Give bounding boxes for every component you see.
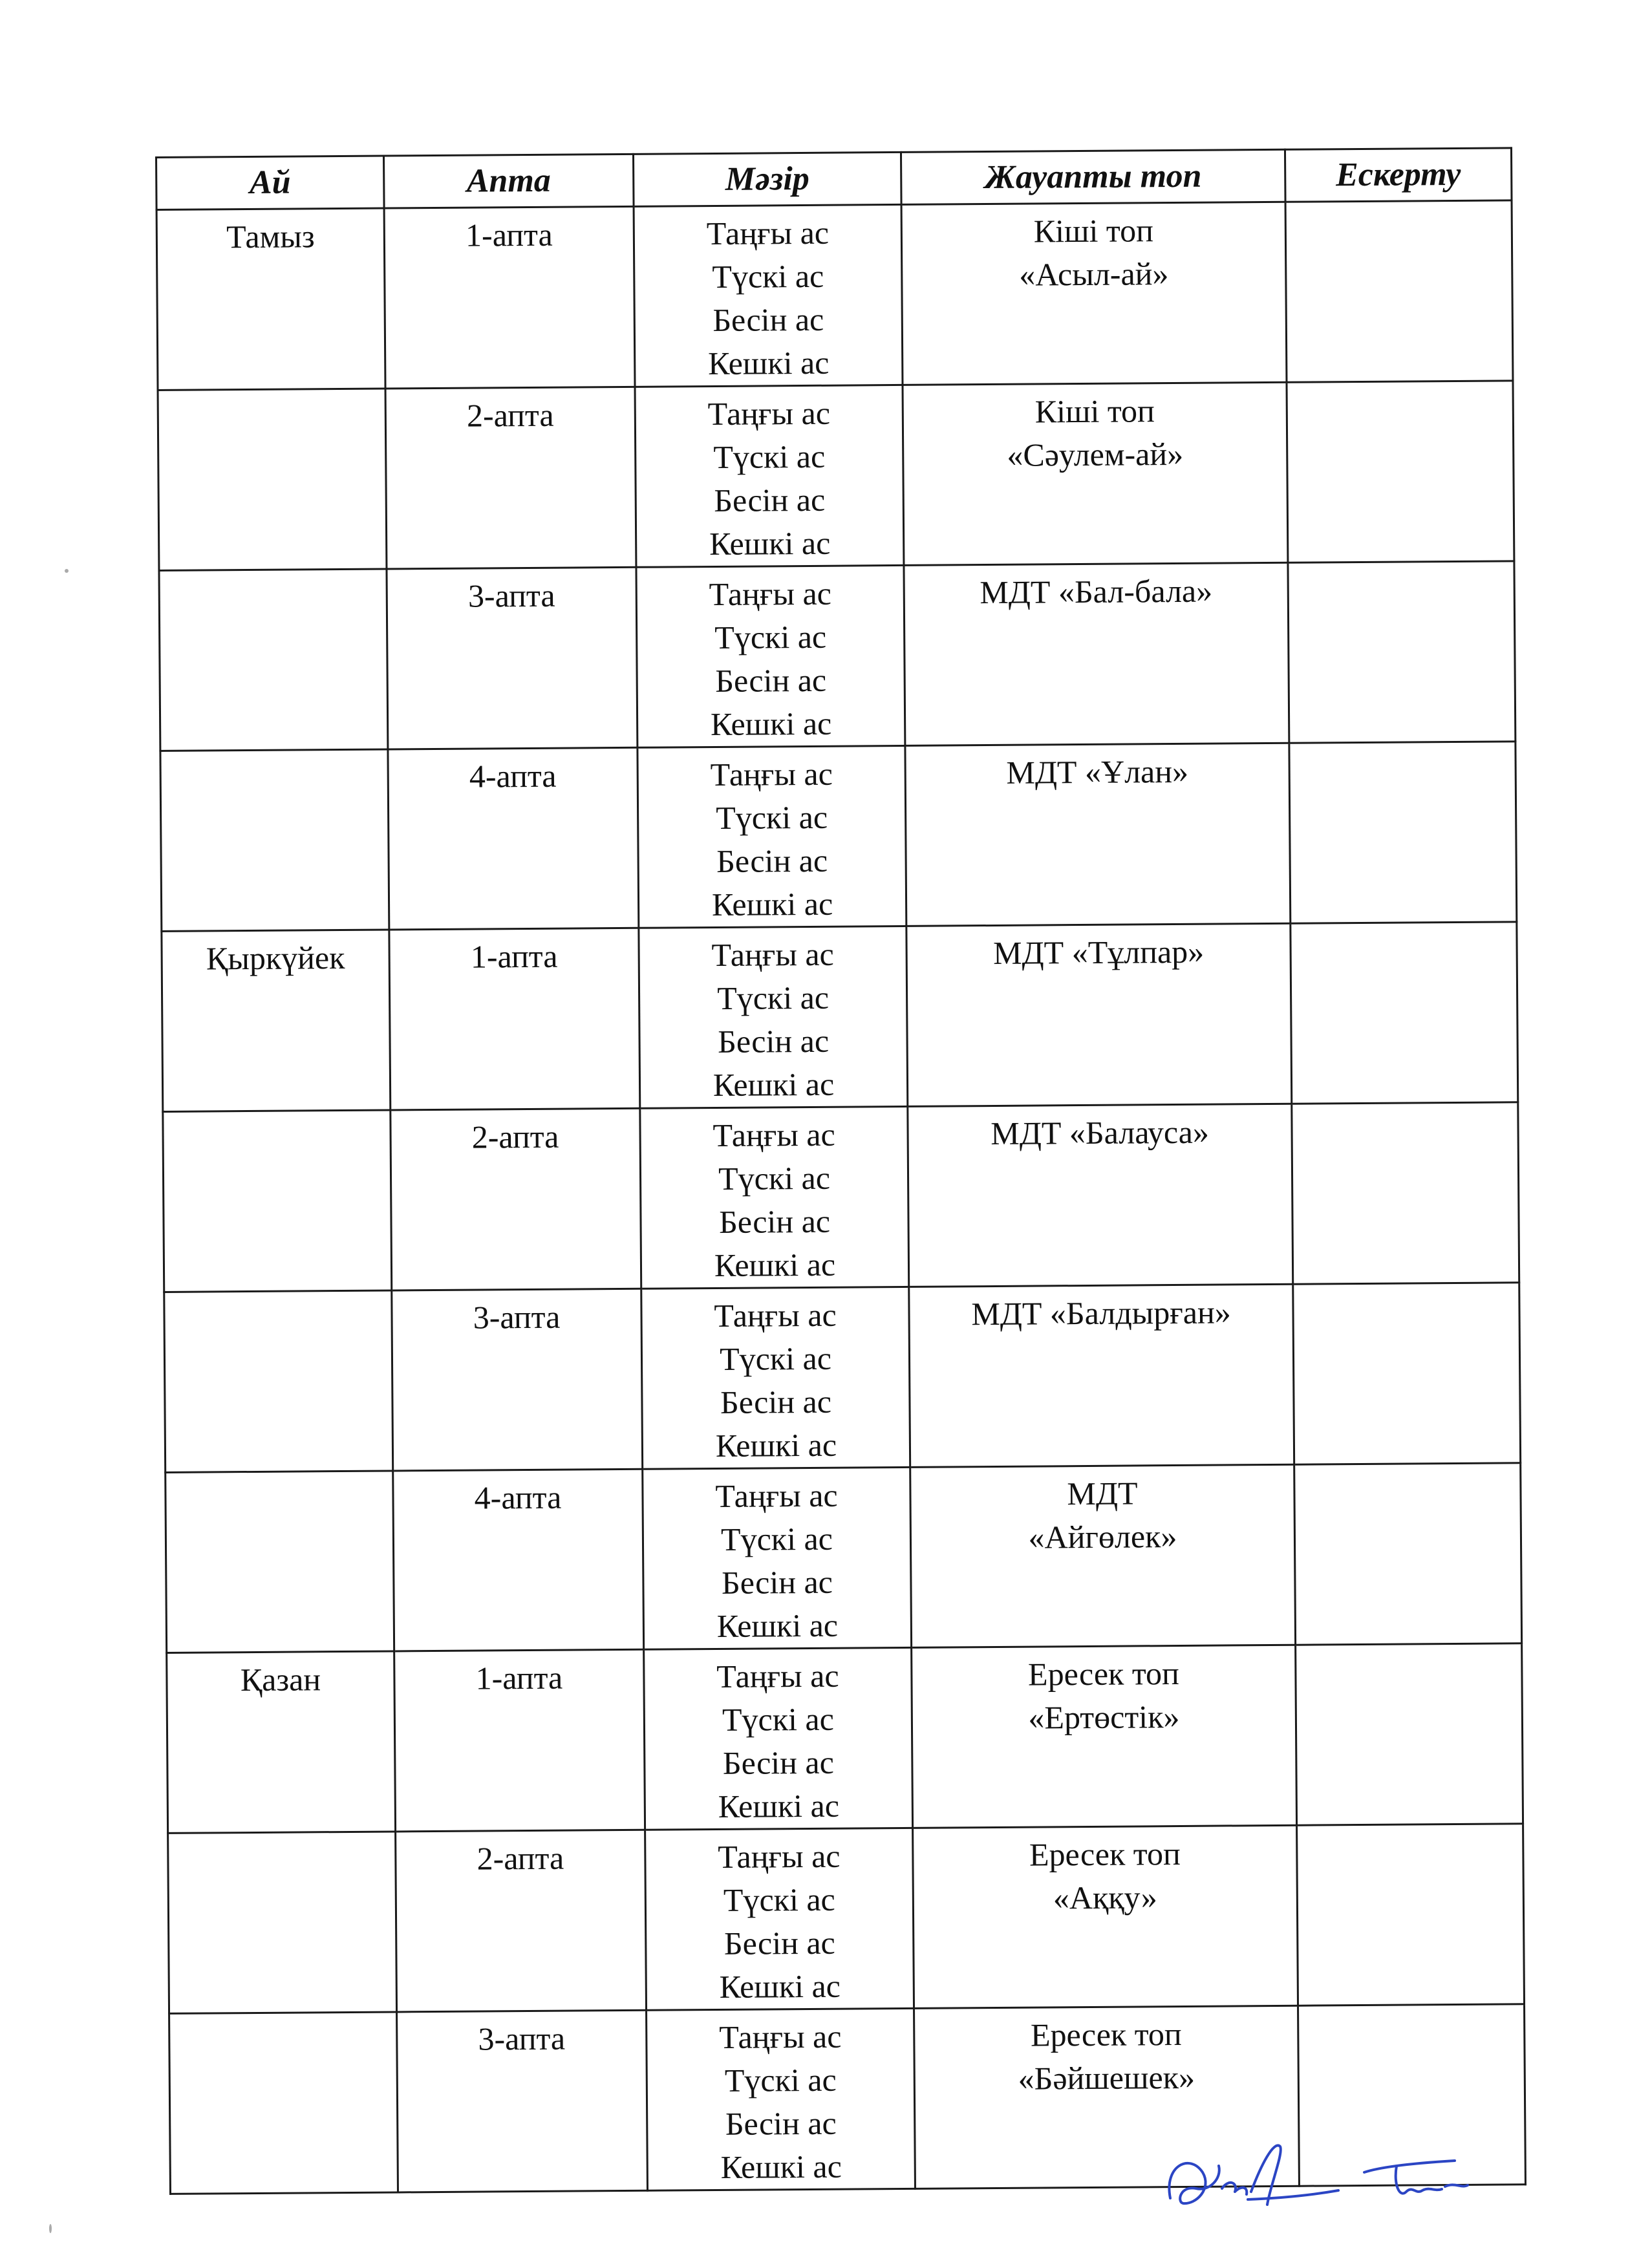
menu-item: Түскі ас — [724, 2061, 837, 2099]
menu-item: Бесін ас — [717, 1022, 830, 1060]
menu-item: Кешкі ас — [709, 524, 831, 562]
menu-item: Түскі ас — [723, 1881, 835, 1918]
group-name-line: МДТ «Тұлпар» — [992, 933, 1205, 971]
menu-item: Бесін ас — [716, 842, 828, 879]
cell-month — [160, 749, 389, 931]
cell-week: 3-апта — [387, 567, 638, 749]
header-responsible-group: Жауапты топ — [901, 149, 1285, 204]
cell-note — [1285, 200, 1513, 382]
cell-responsible-group — [901, 202, 1287, 385]
table-header-row — [156, 148, 1512, 210]
group-name-line: МДТ «Балауса» — [991, 1113, 1210, 1152]
menu-item: Таңғы ас — [709, 575, 832, 613]
menu-item: Түскі ас — [718, 1159, 831, 1197]
cell-responsible-group — [912, 1645, 1297, 1828]
cell-note — [1287, 381, 1514, 562]
menu-item: Таңғы ас — [719, 2018, 842, 2055]
cell-week: 2-апта — [385, 387, 636, 569]
scan-speck — [49, 2224, 52, 2233]
menu-item: Кешкі ас — [719, 1967, 841, 2005]
cell-month — [163, 1110, 392, 1292]
cell-note — [1293, 1283, 1521, 1464]
group-name-line: «Асыл-ай» — [1019, 255, 1169, 293]
menu-item: Кешкі ас — [718, 1787, 840, 1824]
menu-item: Түскі ас — [717, 979, 830, 1016]
group-name-line: МДТ «Бал-бала» — [980, 572, 1213, 611]
cell-menu — [638, 745, 906, 928]
cell-week: 1-апта — [384, 206, 635, 389]
group-name-line: «Аққу» — [1053, 1879, 1157, 1916]
table-row — [156, 200, 1513, 390]
cell-menu — [639, 926, 908, 1108]
header-menu: Мәзір — [633, 152, 901, 206]
menu-item: Түскі ас — [720, 1520, 833, 1557]
menu-item: Таңғы ас — [718, 1837, 841, 1875]
group-name-line: «Сәулем-ай» — [1007, 435, 1184, 473]
group-name-line: «Ертөстік» — [1028, 1698, 1180, 1736]
menu-item: Бесін ас — [723, 1924, 835, 1962]
cell-menu — [643, 1467, 912, 1649]
menu-item: Бесін ас — [718, 1203, 831, 1240]
group-name-line: Ересек топ — [1029, 1835, 1181, 1873]
table-row — [163, 1102, 1519, 1292]
menu-item: Бесін ас — [720, 1383, 832, 1420]
cell-responsible-group — [905, 743, 1291, 926]
menu-item: Бесін ас — [722, 1744, 834, 1781]
cell-note — [1297, 1824, 1525, 2006]
menu-schedule-table — [155, 147, 1527, 2195]
cell-responsible-group — [906, 923, 1292, 1106]
cell-note — [1291, 922, 1518, 1104]
cell-month — [158, 389, 387, 570]
header-month: Ай — [156, 156, 385, 209]
table-row — [159, 561, 1516, 751]
group-name-line: Ересек топ — [1030, 2015, 1182, 2053]
table-row — [167, 1643, 1523, 1834]
cell-responsible-group — [904, 562, 1289, 745]
menu-item: Кешкі ас — [711, 885, 833, 923]
cell-month — [159, 569, 388, 751]
menu-item: Таңғы ас — [707, 394, 831, 433]
menu-item: Таңғы ас — [712, 1116, 835, 1154]
menu-item: Кешкі ас — [715, 1426, 837, 1464]
cell-month — [169, 2012, 398, 2194]
cell-week: 4-апта — [393, 1469, 644, 1651]
cell-month: Қазан — [167, 1651, 396, 1833]
table-row — [160, 742, 1517, 932]
scan-speck — [65, 569, 69, 573]
cell-week: 2-апта — [391, 1108, 641, 1290]
menu-item: Кешкі ас — [720, 2148, 842, 2185]
cell-week: 1-апта — [389, 928, 640, 1110]
header-week: Апта — [384, 154, 634, 208]
group-name-line: Ересек топ — [1027, 1655, 1179, 1693]
cell-menu — [635, 385, 904, 567]
cell-responsible-group — [913, 1825, 1298, 2008]
table-row — [158, 381, 1514, 571]
cell-menu — [647, 2008, 916, 2190]
group-name-line: МДТ «Балдырған» — [971, 1294, 1231, 1332]
cell-month — [168, 1832, 397, 2013]
cell-responsible-group — [903, 382, 1288, 565]
menu-item: Түскі ас — [722, 1700, 834, 1738]
menu-item: Бесін ас — [714, 481, 826, 519]
menu-item: Түскі ас — [719, 1340, 832, 1377]
cell-responsible-group — [909, 1284, 1294, 1467]
cell-month: Қыркүйек — [162, 930, 391, 1111]
menu-item: Түскі ас — [712, 257, 824, 295]
cell-menu — [634, 204, 903, 387]
cell-responsible-group — [910, 1464, 1296, 1647]
cell-month — [164, 1290, 393, 1472]
menu-item: Таңғы ас — [714, 1296, 837, 1334]
cell-menu — [644, 1647, 913, 1830]
menu-item: Таңғы ас — [711, 936, 834, 974]
group-name-line: Кіші топ — [1033, 212, 1154, 250]
menu-item: Кешкі ас — [710, 705, 832, 743]
group-name-line: МДТ — [1067, 1475, 1138, 1512]
cell-week: 4-апта — [388, 747, 639, 930]
header-note: Ескерту — [1285, 148, 1512, 202]
table-row — [168, 1824, 1525, 2014]
menu-item: Бесін ас — [712, 301, 824, 338]
cell-week: 3-апта — [397, 2010, 648, 2192]
group-name-line: «Бәйшешек» — [1018, 2059, 1195, 2097]
table-row — [164, 1283, 1521, 1473]
menu-item: Түскі ас — [714, 618, 827, 656]
menu-item: Бесін ас — [721, 1563, 833, 1601]
menu-item: Бесін ас — [725, 2104, 837, 2142]
cell-note — [1289, 742, 1517, 923]
cell-menu — [645, 1828, 914, 2010]
menu-item: Кешкі ас — [707, 344, 830, 382]
menu-item: Бесін ас — [715, 661, 827, 699]
cell-week: 2-апта — [396, 1830, 647, 2012]
cell-week: 3-апта — [392, 1289, 643, 1471]
table-row — [162, 922, 1518, 1112]
group-name-line: Кіші топ — [1034, 392, 1155, 430]
menu-item: Кешкі ас — [714, 1246, 836, 1284]
group-name-line: «Айгөлек» — [1028, 1518, 1177, 1556]
cell-menu — [636, 565, 905, 747]
menu-item: Кешкі ас — [716, 1607, 839, 1644]
cell-note — [1288, 561, 1516, 743]
menu-item: Таңғы ас — [706, 214, 830, 252]
menu-item: Таңғы ас — [710, 755, 833, 793]
menu-item: Таңғы ас — [716, 1657, 839, 1695]
signature — [1151, 2127, 1513, 2231]
group-name-line: МДТ «Ұлан» — [1006, 753, 1189, 791]
menu-item: Түскі ас — [713, 438, 826, 475]
cell-week: 1-апта — [394, 1649, 645, 1832]
cell-note — [1292, 1102, 1519, 1284]
cell-responsible-group — [908, 1104, 1293, 1287]
menu-item: Түскі ас — [716, 798, 828, 836]
cell-note — [1296, 1643, 1523, 1825]
cell-menu — [640, 1106, 909, 1289]
cell-month: Тамыз — [156, 208, 385, 390]
cell-menu — [641, 1287, 910, 1469]
cell-month — [166, 1471, 394, 1653]
cell-note — [1294, 1463, 1522, 1645]
menu-item: Таңғы ас — [715, 1477, 838, 1515]
table-row — [166, 1463, 1522, 1653]
menu-item: Кешкі ас — [712, 1065, 835, 1104]
